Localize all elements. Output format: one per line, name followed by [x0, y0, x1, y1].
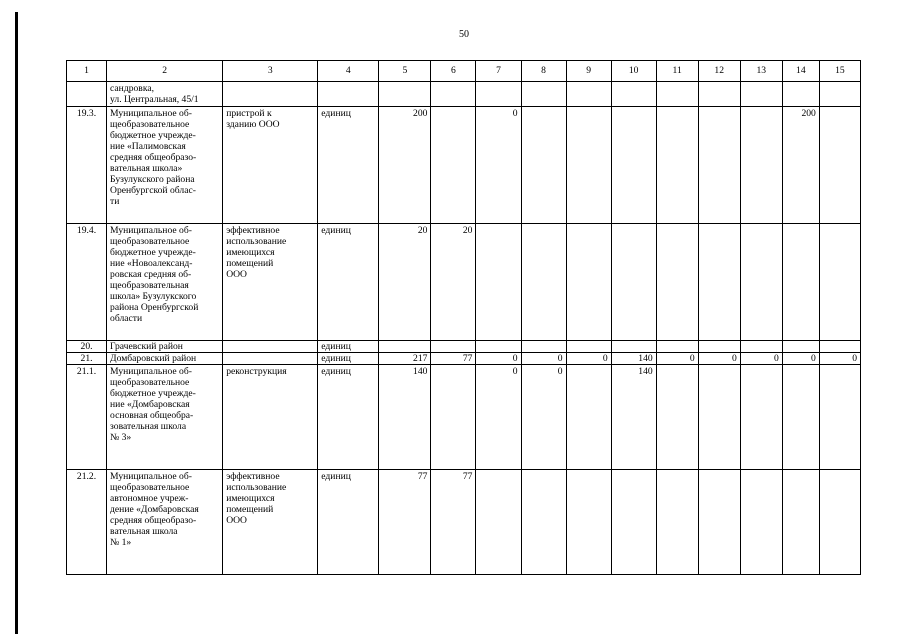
cell-c13	[740, 107, 782, 224]
cell-c12	[698, 82, 740, 107]
cell-c13	[740, 82, 782, 107]
cell-c7	[476, 341, 521, 353]
cell-work: реконструкция	[223, 365, 318, 470]
cell-c7	[476, 470, 521, 575]
cell-c12	[698, 224, 740, 341]
cell-idx: 21.1.	[67, 365, 107, 470]
cell-c15	[819, 341, 860, 353]
cell-c10	[611, 470, 656, 575]
cell-c13	[740, 224, 782, 341]
header-cell-3: 3	[223, 61, 318, 82]
cell-c8	[521, 107, 566, 224]
cell-c5: 77	[379, 470, 431, 575]
cell-c14: 200	[782, 107, 819, 224]
cell-c6: 20	[431, 224, 476, 341]
header-cell-1: 1	[67, 61, 107, 82]
cell-c12	[698, 470, 740, 575]
table-row	[67, 341, 861, 353]
cell-c5: 200	[379, 107, 431, 224]
cell-c12	[698, 107, 740, 224]
cell-c11	[656, 82, 698, 107]
cell-c14	[782, 82, 819, 107]
cell-name: Муниципальное об- щеобразовательное бюджетное учрежде- ние «Палимовская средняя общеобразо- вательная школа» Бузулукского района Оренбургской облас- ти	[107, 107, 223, 224]
header-cell-14: 14	[782, 61, 819, 82]
cell-unit: единиц	[318, 353, 379, 365]
table-row	[67, 353, 861, 365]
cell-name: Муниципальное об- щеобразовательное бюджетное учрежде- ние «Новоалександ- ровская средняя об- щеобразовательная школа» Бузулукского района Оренбургской области	[107, 224, 223, 341]
cell-c10	[611, 82, 656, 107]
cell-work	[223, 82, 318, 107]
cell-c15	[819, 82, 860, 107]
cell-c7: 0	[476, 353, 521, 365]
cell-c7: 0	[476, 107, 521, 224]
cell-c5: 20	[379, 224, 431, 341]
cell-c8: 0	[521, 365, 566, 470]
header-cell-13: 13	[740, 61, 782, 82]
cell-c10	[611, 107, 656, 224]
cell-c14: 0	[782, 353, 819, 365]
cell-c15	[819, 365, 860, 470]
cell-unit: единиц	[318, 107, 379, 224]
cell-work	[223, 353, 318, 365]
cell-idx: 20.	[67, 341, 107, 353]
cell-c10	[611, 224, 656, 341]
header-cell-6: 6	[431, 61, 476, 82]
cell-c14	[782, 365, 819, 470]
cell-c5	[379, 82, 431, 107]
cell-name: Муниципальное об- щеобразовательное бюджетное учрежде- ние «Домбаровская основная общеобра- зовательная школа № 3»	[107, 365, 223, 470]
cell-unit	[318, 82, 379, 107]
cell-c6	[431, 107, 476, 224]
cell-idx: 19.3.	[67, 107, 107, 224]
cell-work: пристрой к зданию ООО	[223, 107, 318, 224]
cell-c8: 0	[521, 353, 566, 365]
cell-c14	[782, 341, 819, 353]
header-cell-5: 5	[379, 61, 431, 82]
cell-c8	[521, 224, 566, 341]
header-cell-15: 15	[819, 61, 860, 82]
cell-unit: единиц	[318, 224, 379, 341]
cell-c10: 140	[611, 365, 656, 470]
header-cell-4: 4	[318, 61, 379, 82]
cell-c8	[521, 341, 566, 353]
cell-unit: единиц	[318, 470, 379, 575]
cell-c13	[740, 365, 782, 470]
cell-c5: 140	[379, 365, 431, 470]
cell-c11	[656, 365, 698, 470]
cell-work: эффективное использование имеющихся помещений ООО	[223, 470, 318, 575]
table-row	[67, 470, 861, 575]
cell-c9	[566, 224, 611, 341]
cell-c9	[566, 365, 611, 470]
cell-unit: единиц	[318, 365, 379, 470]
cell-c7	[476, 82, 521, 107]
cell-c13: 0	[740, 353, 782, 365]
cell-c12	[698, 341, 740, 353]
cell-name: Грачевский район	[107, 341, 223, 353]
cell-c11	[656, 341, 698, 353]
cell-c11	[656, 470, 698, 575]
cell-c9	[566, 470, 611, 575]
header-row	[67, 61, 861, 82]
cell-c15	[819, 107, 860, 224]
cell-c9: 0	[566, 353, 611, 365]
table-body	[67, 82, 861, 575]
data-table	[66, 60, 861, 575]
cell-c6	[431, 365, 476, 470]
cell-c11	[656, 107, 698, 224]
cell-idx: 19.4.	[67, 224, 107, 341]
cell-name: сандровка, ул. Центральная, 45/1	[107, 82, 223, 107]
cell-unit: единиц	[318, 341, 379, 353]
cell-c7	[476, 224, 521, 341]
cell-c11	[656, 224, 698, 341]
header-cell-11: 11	[656, 61, 698, 82]
cell-c5: 217	[379, 353, 431, 365]
cell-idx	[67, 82, 107, 107]
header-cell-8: 8	[521, 61, 566, 82]
cell-c8	[521, 470, 566, 575]
table-row	[67, 365, 861, 470]
header-cell-10: 10	[611, 61, 656, 82]
cell-c13	[740, 341, 782, 353]
cell-c6	[431, 341, 476, 353]
cell-name: Домбаровский район	[107, 353, 223, 365]
cell-c13	[740, 470, 782, 575]
cell-c8	[521, 82, 566, 107]
header-cell-9: 9	[566, 61, 611, 82]
header-cell-7: 7	[476, 61, 521, 82]
cell-c12: 0	[698, 353, 740, 365]
cell-c6: 77	[431, 470, 476, 575]
cell-c9	[566, 107, 611, 224]
cell-c11: 0	[656, 353, 698, 365]
cell-c15: 0	[819, 353, 860, 365]
cell-c15	[819, 224, 860, 341]
cell-c7: 0	[476, 365, 521, 470]
cell-c14	[782, 470, 819, 575]
cell-c5	[379, 341, 431, 353]
page-number: 50	[459, 29, 469, 40]
cell-idx: 21.2.	[67, 470, 107, 575]
header-cell-12: 12	[698, 61, 740, 82]
cell-c14	[782, 224, 819, 341]
cell-c10	[611, 341, 656, 353]
cell-work	[223, 341, 318, 353]
cell-c10: 140	[611, 353, 656, 365]
scan-edge-line	[15, 12, 18, 634]
cell-c6	[431, 82, 476, 107]
cell-c9	[566, 341, 611, 353]
table-row	[67, 82, 861, 107]
cell-c15	[819, 470, 860, 575]
cell-name: Муниципальное об- щеобразовательное автономное учреж- дение «Домбаровская средняя общеобразо- вательная школа № 1»	[107, 470, 223, 575]
cell-c9	[566, 82, 611, 107]
cell-work: эффективное использование имеющихся помещений ООО	[223, 224, 318, 341]
cell-c6: 77	[431, 353, 476, 365]
header-cell-2: 2	[107, 61, 223, 82]
cell-c12	[698, 365, 740, 470]
table-row	[67, 107, 861, 224]
cell-idx: 21.	[67, 353, 107, 365]
table-row	[67, 224, 861, 341]
